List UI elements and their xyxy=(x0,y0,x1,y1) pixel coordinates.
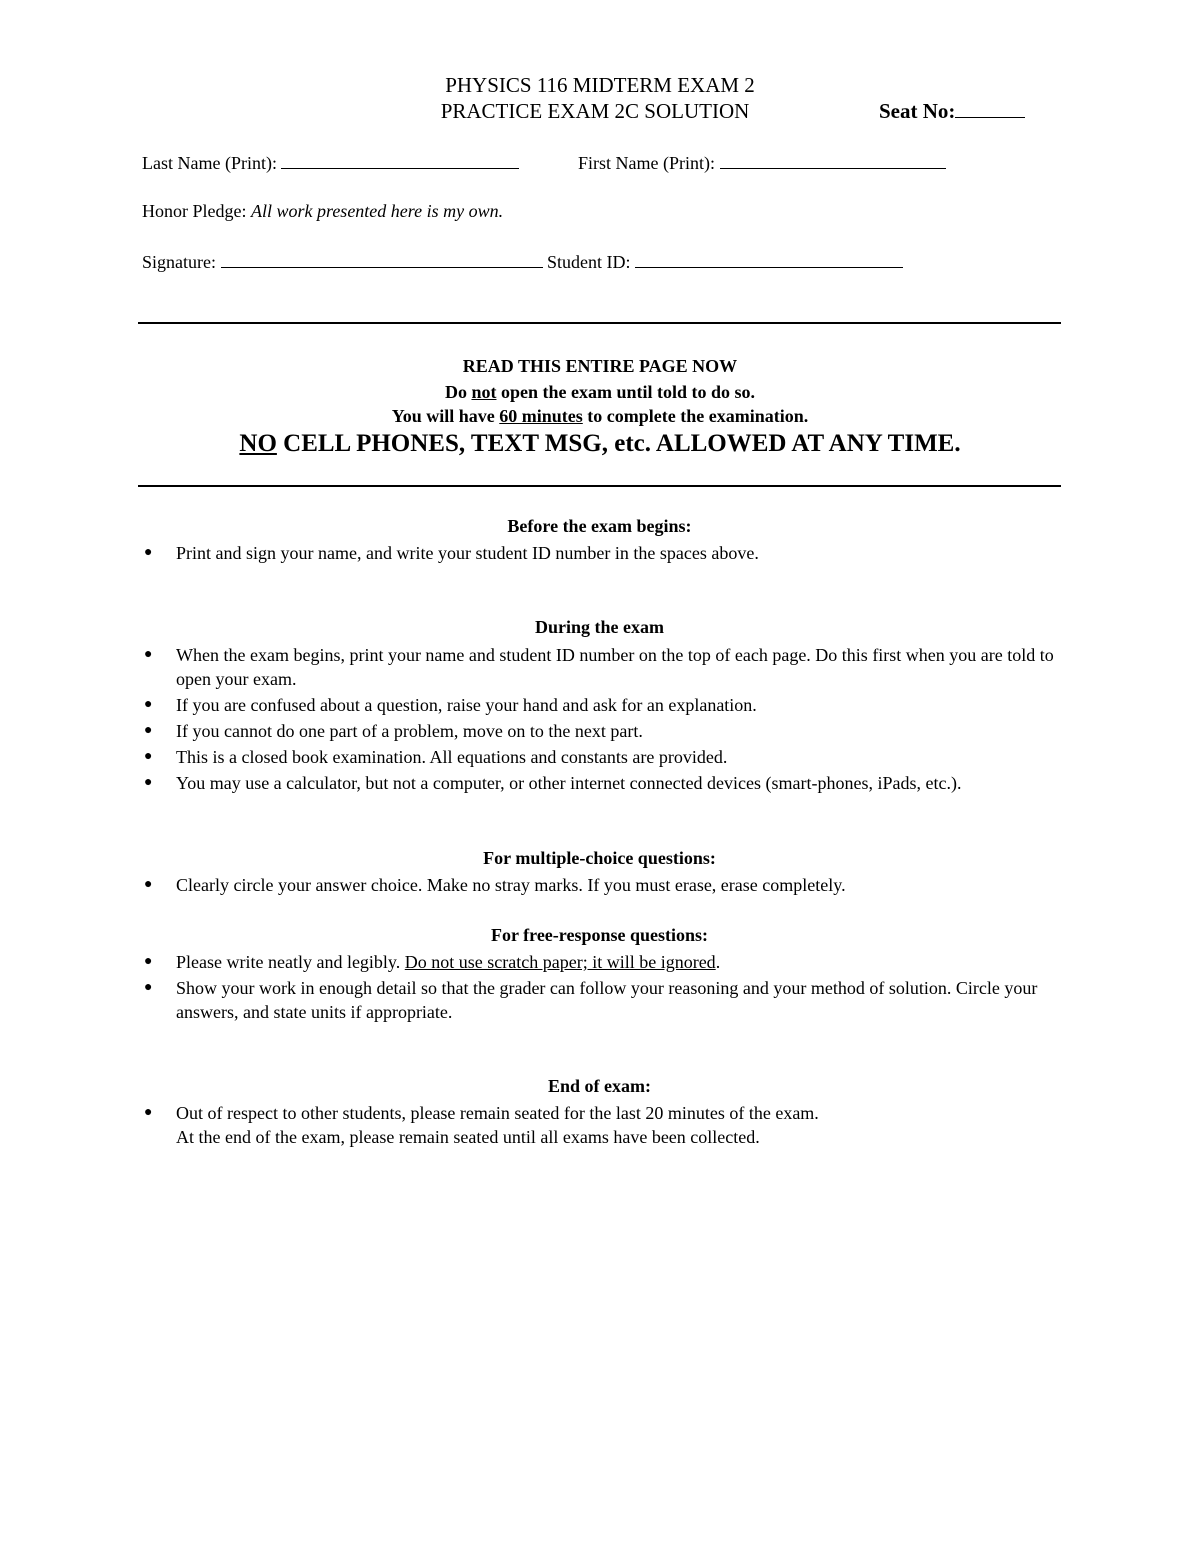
notice-line3 xyxy=(0,404,1200,428)
seat-blank[interactable] xyxy=(955,99,1025,118)
bullet-icon: ● xyxy=(144,1105,153,1120)
notice-line3-pre: You will have xyxy=(391,406,500,426)
multiple-choice-list xyxy=(142,873,1062,899)
list-item xyxy=(142,1101,1062,1149)
divider-top xyxy=(138,322,1061,324)
bullet-icon: ● xyxy=(144,775,153,790)
notice-line3-emph: 60 minutes xyxy=(499,406,583,426)
last-name-blank[interactable] xyxy=(281,152,519,169)
list-item xyxy=(142,719,1062,743)
no-phones-warning xyxy=(0,430,1200,458)
list-item-text: If you cannot do one part of a problem, move on to the next part. xyxy=(176,721,643,741)
list-item-text: Show your work in enough detail so that the grader can follow your reasoning and your method of solution. Circle your answers, and state units if appropriate. xyxy=(176,978,1038,1022)
list-item xyxy=(142,693,1062,717)
list-item xyxy=(142,541,1062,565)
notice-line2-pre: Do xyxy=(444,382,472,402)
free-response-list xyxy=(142,950,1062,1026)
bullet-icon: ● xyxy=(144,749,153,764)
notice-line2 xyxy=(0,380,1200,404)
notice-heading: READ THIS ENTIRE PAGE NOW xyxy=(462,356,738,376)
notice-line2-emph: not xyxy=(471,382,497,402)
signature-label: Signature: xyxy=(142,252,216,272)
exam-title: PHYSICS 116 MIDTERM EXAM 2 xyxy=(445,73,755,97)
name-row xyxy=(142,152,519,174)
signature-row xyxy=(142,251,903,273)
last-name-label: Last Name (Print): xyxy=(142,153,277,173)
list-item xyxy=(142,950,1062,974)
bullet-icon: ● xyxy=(144,697,153,712)
first-name-label: First Name (Print): xyxy=(578,153,715,173)
bullet-icon: ● xyxy=(144,723,153,738)
list-item-text: You may use a calculator, but not a computer, or other internet connected devices (smart-phones, iPads, etc.). xyxy=(176,773,962,793)
divider-bottom xyxy=(138,485,1061,487)
bullet-icon: ● xyxy=(144,877,153,892)
signature-blank[interactable] xyxy=(221,251,543,268)
list-item xyxy=(142,873,1062,897)
list-item-text-end: . xyxy=(715,952,721,972)
list-item-text: Please write neatly and legibly. xyxy=(176,952,405,972)
end-of-exam-heading: End of exam: xyxy=(548,1076,651,1096)
list-item xyxy=(142,745,1062,769)
scratch-paper-warning: Do not use scratch paper; it will be ignored xyxy=(404,952,716,972)
bullet-icon: ● xyxy=(144,980,153,995)
before-exam-heading: Before the exam begins: xyxy=(507,516,692,536)
list-item-text-line2: At the end of the exam, please remain seated until all exams have been collected. xyxy=(176,1127,760,1147)
honor-pledge xyxy=(142,201,503,222)
seat-label: Seat No: xyxy=(879,99,956,123)
honor-pledge-label: Honor Pledge: xyxy=(142,201,247,221)
list-item xyxy=(142,643,1062,691)
exam-subtitle: PRACTICE EXAM 2C SOLUTION xyxy=(440,99,750,123)
list-item-text: When the exam begins, print your name and student ID number on the top of each page. Do this first when you are told to open your exam. xyxy=(176,645,1054,689)
during-exam-list xyxy=(142,643,1062,797)
multiple-choice-heading: For multiple-choice questions: xyxy=(483,848,716,868)
during-exam-heading: During the exam xyxy=(535,617,664,637)
notice-line3-post: to complete the examination. xyxy=(582,406,809,426)
student-id-label: Student ID: xyxy=(547,252,631,272)
no-phones-emph: NO xyxy=(239,430,277,457)
list-item-text: Print and sign your name, and write your student ID number in the spaces above. xyxy=(176,543,759,563)
list-item xyxy=(142,771,1062,795)
end-of-exam-list xyxy=(142,1101,1062,1151)
list-item-text: If you are confused about a question, raise your hand and ask for an explanation. xyxy=(176,695,757,715)
notice-line2-post: open the exam until told to do so. xyxy=(496,382,756,402)
bullet-icon: ● xyxy=(144,647,153,662)
bullet-icon: ● xyxy=(144,545,153,560)
honor-pledge-text: All work presented here is my own. xyxy=(250,201,504,221)
before-exam-list xyxy=(142,541,1062,567)
first-name-row xyxy=(578,152,946,174)
list-item-text: This is a closed book examination. All equations and constants are provided. xyxy=(176,747,728,767)
list-item xyxy=(142,976,1062,1024)
no-phones-text: CELL PHONES, TEXT MSG, etc. ALLOWED AT ANY TIME. xyxy=(276,430,961,457)
list-item-text: Clearly circle your answer choice. Make no stray marks. If you must erase, erase completely. xyxy=(176,875,846,895)
seat-number-field xyxy=(879,99,1025,124)
student-id-blank[interactable] xyxy=(635,251,903,268)
first-name-blank[interactable] xyxy=(720,152,946,169)
free-response-heading: For free-response questions: xyxy=(491,925,708,945)
bullet-icon: ● xyxy=(144,954,153,969)
list-item-text: Out of respect to other students, please remain seated for the last 20 minutes of the exam. xyxy=(176,1103,819,1123)
